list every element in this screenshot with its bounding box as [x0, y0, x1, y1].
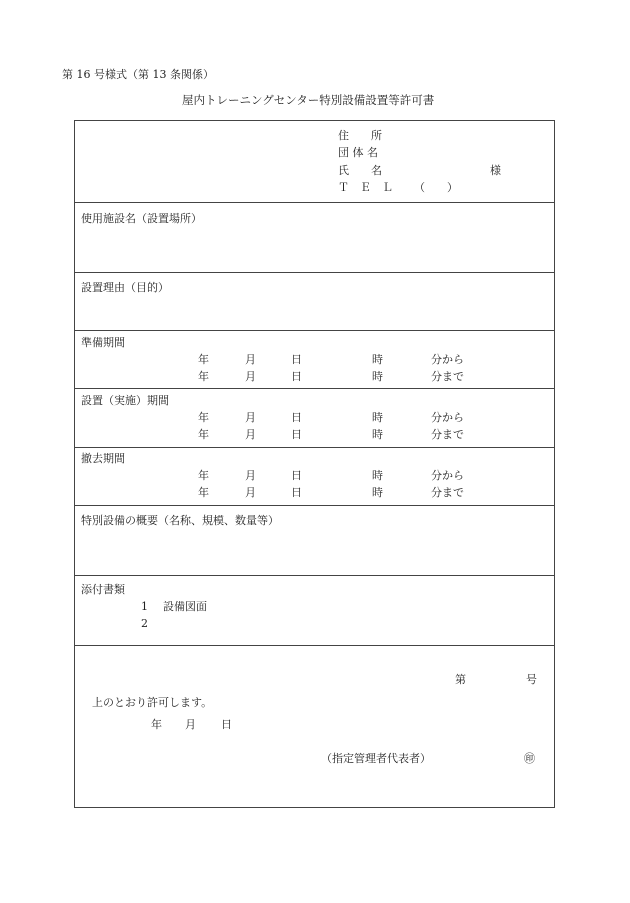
attachment-1-number: 1: [141, 600, 148, 613]
removal-from-minute: 分から: [431, 469, 464, 482]
signer-title: （指定管理者代表者）: [321, 752, 431, 765]
row-divider: [75, 272, 554, 273]
prep-from-month: 月: [245, 353, 256, 366]
page-title: 屋内トレーニングセンター特別設備設置等許可書: [182, 93, 435, 107]
removal-period-label: 撤去期間: [81, 452, 125, 465]
group-name-label: 団 体 名: [338, 146, 378, 159]
row-divider: [75, 575, 554, 576]
row-divider: [75, 645, 554, 646]
removal-until-year: 年: [198, 486, 209, 499]
approval-date-year: 年: [151, 718, 162, 731]
row-divider: [75, 505, 554, 506]
prep-period-label: 準備期間: [81, 336, 125, 349]
attachments-label: 添付書類: [81, 583, 125, 596]
install-until-day: 日: [291, 428, 302, 441]
prep-until-hour: 時: [372, 370, 383, 383]
row-divider: [75, 202, 554, 203]
removal-until-minute: 分まで: [431, 486, 464, 499]
prep-until-day: 日: [291, 370, 302, 383]
row-divider: [75, 447, 554, 448]
removal-until-hour: 時: [372, 486, 383, 499]
install-until-hour: 時: [372, 428, 383, 441]
row-divider: [75, 330, 554, 331]
address-label: 住 所: [338, 129, 382, 142]
reason-label: 設置理由（目的）: [81, 281, 169, 294]
approval-date-day: 日: [221, 718, 232, 731]
tel-label: Ｔ Ｅ Ｌ: [338, 181, 393, 194]
install-from-day: 日: [291, 411, 302, 424]
approval-date-month: 月: [185, 718, 196, 731]
prep-from-hour: 時: [372, 353, 383, 366]
install-from-month: 月: [245, 411, 256, 424]
approval-statement: 上のとおり許可します。: [92, 696, 213, 709]
name-label: 氏 名: [338, 164, 382, 177]
install-until-year: 年: [198, 428, 209, 441]
equipment-summary-label: 特別設備の概要（名称、規模、数量等）: [81, 514, 279, 527]
install-from-year: 年: [198, 411, 209, 424]
permit-number-dai: 第: [455, 673, 466, 686]
install-until-minute: 分まで: [431, 428, 464, 441]
seal-mark: ㊞: [524, 752, 535, 765]
removal-until-month: 月: [245, 486, 256, 499]
removal-until-day: 日: [291, 486, 302, 499]
row-divider: [75, 388, 554, 389]
removal-from-hour: 時: [372, 469, 383, 482]
removal-from-day: 日: [291, 469, 302, 482]
install-until-month: 月: [245, 428, 256, 441]
prep-until-year: 年: [198, 370, 209, 383]
attachment-1-name: 設備図面: [163, 600, 207, 613]
form-number: 第 16 号様式（第 13 条関係）: [62, 68, 214, 81]
prep-until-month: 月: [245, 370, 256, 383]
install-period-label: 設置（実施）期間: [81, 394, 169, 407]
tel-paren: （ ）: [414, 181, 458, 194]
prep-until-minute: 分まで: [431, 370, 464, 383]
removal-from-month: 月: [245, 469, 256, 482]
prep-from-minute: 分から: [431, 353, 464, 366]
honorific-sama: 様: [490, 164, 501, 177]
facility-name-label: 使用施設名（設置場所）: [81, 212, 202, 225]
permit-number-go: 号: [526, 673, 537, 686]
removal-from-year: 年: [198, 469, 209, 482]
prep-from-year: 年: [198, 353, 209, 366]
install-from-hour: 時: [372, 411, 383, 424]
attachment-2-number: 2: [141, 617, 148, 630]
prep-from-day: 日: [291, 353, 302, 366]
install-from-minute: 分から: [431, 411, 464, 424]
